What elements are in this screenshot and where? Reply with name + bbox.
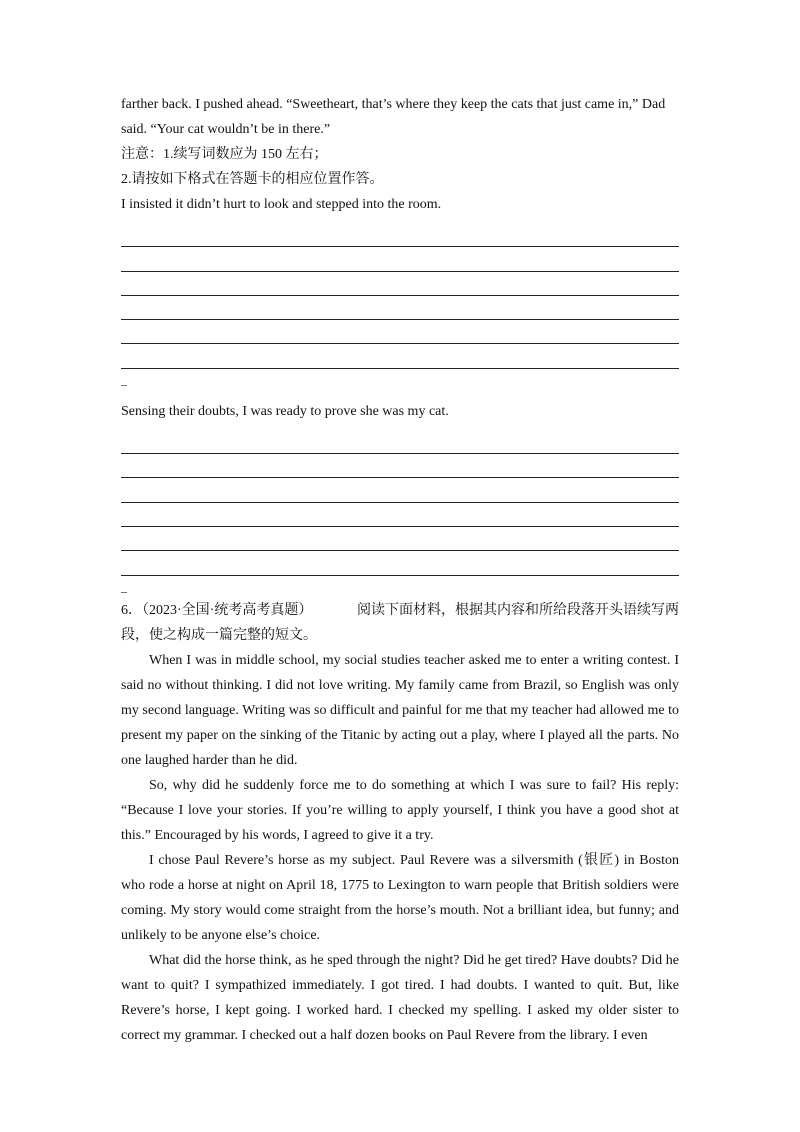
answer-area-1[interactable] bbox=[121, 223, 679, 369]
answer-line bbox=[121, 247, 679, 271]
note-line-1: 注意：1.续写词数应为 150 左右； bbox=[121, 147, 328, 162]
answer-line bbox=[121, 503, 679, 527]
prompt-2: Sensing their doubts, I was ready to prove she was my cat. bbox=[121, 403, 449, 419]
intro-line-2: said. “Your cat wouldn’t be in there.” bbox=[121, 122, 331, 137]
underscore-mark: _ bbox=[121, 579, 127, 594]
story-paragraph-2: So, why did he suddenly force me to do something at which I was sure to fail? His reply: “Because I love your stories. If you’re willing to apply yourself, I think you have a good shot at this.” Encouraged by his words, I agreed to give it a try. bbox=[121, 777, 679, 843]
intro-line-1: farther back. I pushed ahead. “Sweetheart, that’s where they keep the cats that just came in,” Dad bbox=[121, 97, 666, 112]
answer-line bbox=[121, 272, 679, 296]
story-paragraph-1: When I was in middle school, my social studies teacher asked me to enter a writing contest. I said no without thinking. I did not love writing. My family came from Brazil, so English was only my second language. Writing was so difficult and painful for me that my teacher had allowed me to present my paper on the sinking of the Titanic by acting out a play, where I played all the parts. No one laughed harder than he did. bbox=[121, 652, 679, 768]
answer-line bbox=[121, 320, 679, 344]
question-instruction-cont: 段，使之构成一篇完整的短文。 bbox=[121, 627, 317, 643]
question-number: 6．（2023·全国·统考高考真题） bbox=[121, 602, 313, 618]
answer-line bbox=[121, 344, 679, 368]
story-paragraph-4: What did the horse think, as he sped through the night? Did he get tired? Have doubts? Did he want to quit? I sympathized immediately. I got tired. I had doubts. I wanted to quit. But, like Revere’s horse, I kept going. I worked hard. I checked my spelling. I asked my older sister to correct my grammar. I checked out a half dozen books on Paul Revere from the library. I even bbox=[121, 952, 679, 1043]
story-paragraph-3: I chose Paul Revere’s horse as my subject. Paul Revere was a silversmith (银匠) in Boston who rode a horse at night on April 18, 1775 to Lexington to warn people that British soldiers were coming. My story would come straight from the horse’s mouth. Not a brilliant idea, but funny; and unlikely to be anyone else’s choice. bbox=[121, 852, 679, 943]
answer-area-2[interactable] bbox=[121, 430, 679, 576]
answer-line bbox=[121, 478, 679, 502]
answer-line bbox=[121, 551, 679, 575]
answer-line bbox=[121, 223, 679, 247]
question-instruction: 阅读下面材料，根据其内容和所给段落开头语续写两 bbox=[357, 602, 679, 618]
question-heading bbox=[121, 598, 679, 623]
answer-line bbox=[121, 454, 679, 478]
answer-line bbox=[121, 296, 679, 320]
prompt-1: I insisted it didn’t hurt to look and stepped into the room. bbox=[121, 197, 442, 212]
document-page bbox=[121, 92, 679, 1048]
answer-line bbox=[121, 430, 679, 454]
underscore-mark: _ bbox=[121, 372, 127, 387]
answer-line bbox=[121, 527, 679, 551]
note-line-2: 2.请按如下格式在答题卡的相应位置作答。 bbox=[121, 172, 384, 187]
